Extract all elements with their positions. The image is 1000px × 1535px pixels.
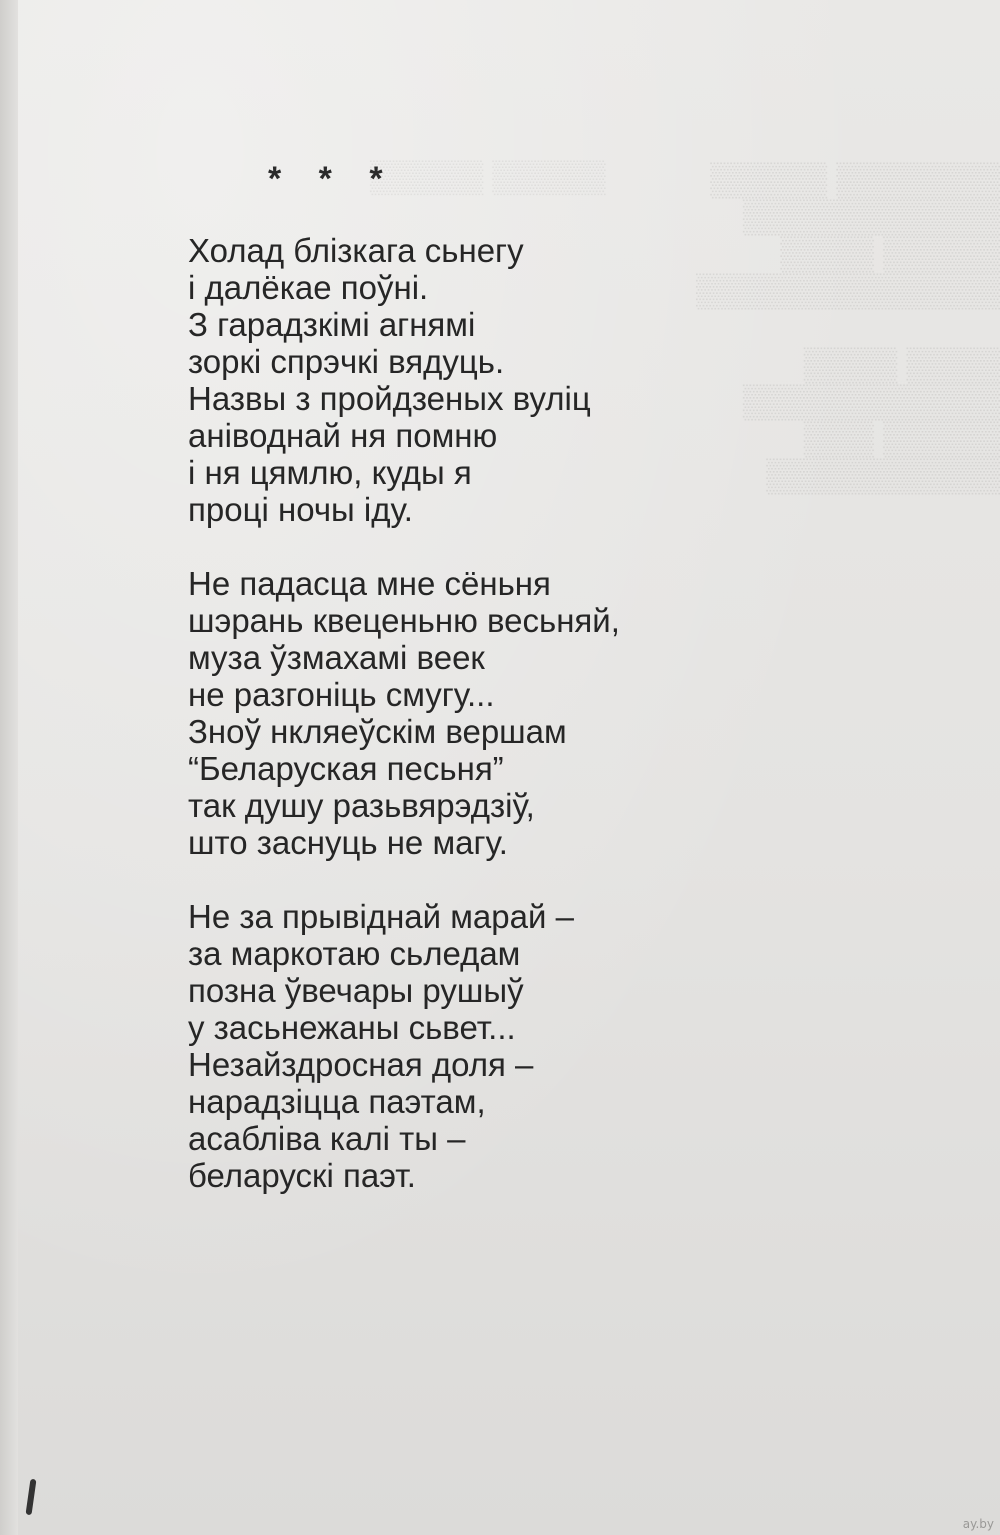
poem-line: не разгоніць смугу...: [188, 676, 495, 713]
poem-line: зоркі спрэчкі вядуць.: [188, 343, 505, 380]
bleed-through-title: ▒▒▒▒▒ ▒▒▒▒▒: [370, 158, 606, 194]
watermark: ay.by: [962, 1517, 994, 1531]
poem-line: З гарадзкімі агнямі: [188, 306, 476, 343]
poem-line: Зноў нкляеўскім вершам: [188, 713, 567, 750]
poem-line: позна ўвечары рушыў: [188, 972, 524, 1009]
poem-line: “Беларуская песьня”: [188, 750, 504, 787]
poem-line: аніводнай ня помню: [188, 417, 498, 454]
page-edge-shadow: [0, 0, 18, 1535]
poem-line: Холад блізкага сьнегу: [188, 232, 524, 269]
poem-body: [188, 232, 948, 1231]
poem-line: і далёкае поўні.: [188, 269, 429, 306]
poem-line: і ня цямлю, куды я: [188, 454, 472, 491]
poem-line: проці ночы іду.: [188, 491, 413, 528]
stanza-2: [188, 565, 948, 861]
poem-line: за маркотаю сьледам: [188, 935, 521, 972]
poem-line: так душу разьвярэдзіў,: [188, 787, 535, 824]
poem-line: Незайздросная доля –: [188, 1046, 534, 1083]
poem-line: Назвы з пройдзеных вуліц: [188, 380, 591, 417]
poem-line: што заснуць не магу.: [188, 824, 508, 861]
section-separator: * * *: [268, 160, 397, 198]
ink-speck: [26, 1479, 37, 1515]
poem-line: у засьнежаны сьвет...: [188, 1009, 516, 1046]
poem-line: муза ўзмахамі веек: [188, 639, 485, 676]
stanza-1: [188, 232, 948, 528]
poem-line: беларускі паэт.: [188, 1157, 416, 1194]
poem-line: Не падасца мне сёньня: [188, 565, 551, 602]
bleed-through-text: ▒▒▒▒▒▒▒ ▒▒▒▒▒ ▒▒▒▒▒▒▒▒▒▒▒ ▒▒▒▒▒ ▒▒▒▒ ▒▒▒▒▒▒▒▒▒▒▒▒▒ ▒▒▒▒ ▒▒▒▒ ▒▒▒▒▒▒▒▒▒▒▒ ▒▒▒▒▒ ▒▒▒ ▒▒▒▒▒▒▒▒▒▒: [696, 160, 1000, 493]
poem-line: Не за прывіднай марай –: [188, 898, 574, 935]
poem-line: асабліва калі ты –: [188, 1120, 466, 1157]
poem-line: шэрань квеценьню весьняй,: [188, 602, 620, 639]
poem-line: нарадзіцца паэтам,: [188, 1083, 486, 1120]
stanza-3: [188, 898, 948, 1194]
